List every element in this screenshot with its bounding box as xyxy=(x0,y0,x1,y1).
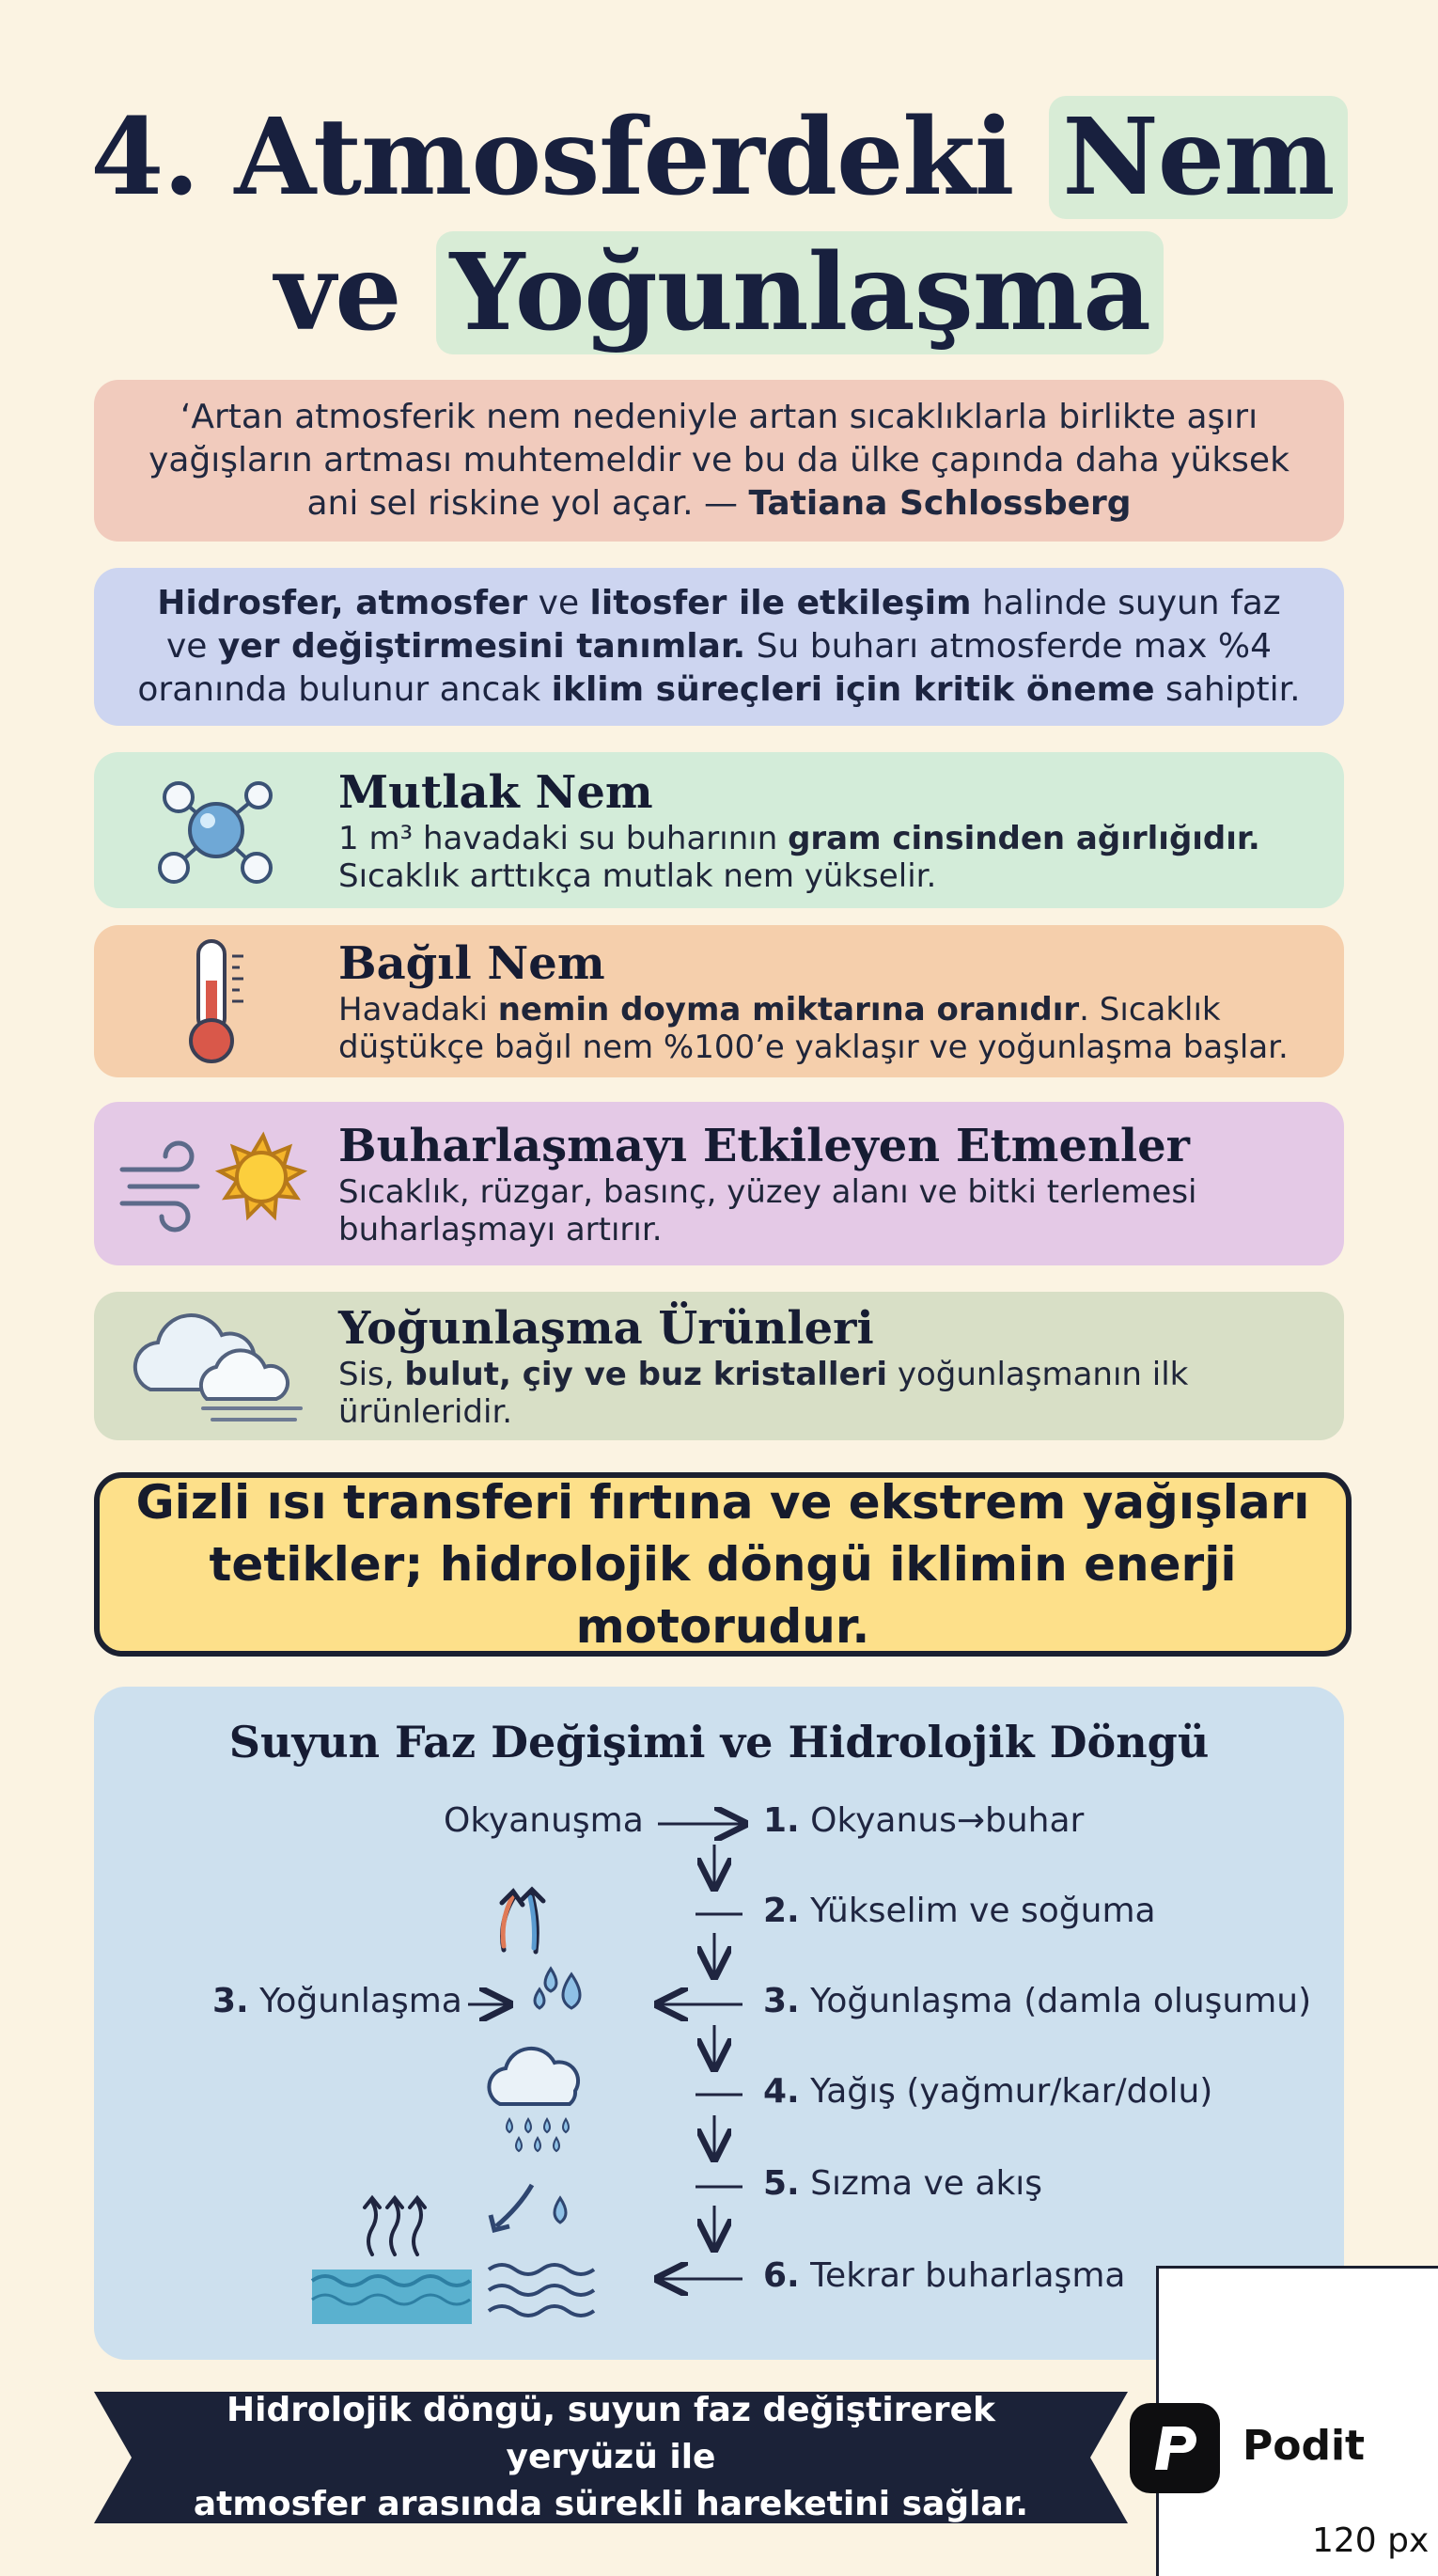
feature-absolute-humidity xyxy=(94,752,1344,908)
summary-banner xyxy=(94,2392,1128,2523)
podit-logo-icon xyxy=(1130,2403,1220,2493)
cycle-step-4 xyxy=(763,2072,1212,2111)
water-surface-icon xyxy=(312,2270,472,2324)
intro-yer-degistirme: yer değiştirmesini tanımlar. xyxy=(217,627,746,666)
step-text: Okyanus→buhar xyxy=(799,1801,1085,1840)
cycle-step-5 xyxy=(763,2164,1042,2203)
step-text: Sızma ve akış xyxy=(799,2164,1043,2203)
cycle-step-6 xyxy=(763,2256,1125,2295)
title-highlight-nem: Nem xyxy=(1049,96,1347,219)
feature-text-part: 1 m³ havadaki su buharının xyxy=(338,820,789,857)
title-line2-a: ve xyxy=(274,231,437,354)
feature-condensation-products xyxy=(94,1292,1344,1440)
feature-text: Sıcaklık, rüzgar, basınç, yüzey alanı ve bitki terlemesi buharlaşmayı artırır. xyxy=(338,1173,1197,1249)
title-line1-a: 4. Atmosferdeki xyxy=(90,96,1050,219)
intro-sahiptir: sahiptir. xyxy=(1154,670,1301,709)
molecule-icon xyxy=(94,752,338,908)
runoff-icon xyxy=(491,2185,566,2230)
feature-text-bold: bulut, çiy ve buz kristalleri xyxy=(404,1356,888,1393)
cycle-step-3 xyxy=(763,1982,1311,2020)
size-label: 120 px xyxy=(1312,2521,1430,2560)
thermometer-icon xyxy=(94,925,338,1077)
step-num: 1. xyxy=(763,1801,800,1840)
rain-cloud-icon xyxy=(489,2049,578,2151)
step-text: Yağış (yağmur/kar/dolu) xyxy=(799,2072,1213,2111)
feature-text-part: Havadaki xyxy=(338,991,498,1029)
key-callout xyxy=(94,1472,1352,1657)
intro-text xyxy=(132,582,1306,712)
step-num: 6. xyxy=(763,2256,800,2295)
hydrologic-cycle-panel xyxy=(94,1687,1344,2360)
cycle-left-mid-label xyxy=(212,1982,462,2020)
cycle-left-top-label: Okyanuşma xyxy=(444,1801,644,1840)
cycle-left-mid-num: 3. xyxy=(212,1982,249,2020)
feature-title: Mutlak Nem xyxy=(338,766,653,819)
page-title xyxy=(0,90,1438,361)
intro-kritik: iklim süreçleri için kritik öneme xyxy=(551,670,1155,709)
intro-hidrosfer: Hidrosfer, xyxy=(157,584,344,622)
quote-text: ‘Artan atmosferik nem nedeniyle artan sıcaklıklarla birlikte aşırı yağışların artması muhtemeldir ve bu da ülke çapında daha yüksek ani sel riskine yol açar. — xyxy=(148,398,1290,523)
callout-line-1: Gizli ısı transferi fırtına ve ekstrem yağışları xyxy=(135,1475,1310,1530)
feature-title: Bağıl Nem xyxy=(338,937,605,990)
feature-text-bold: nemin doyma miktarına oranıdır xyxy=(497,991,1080,1029)
step-num: 4. xyxy=(763,2072,800,2111)
cycle-step-2 xyxy=(763,1892,1156,1930)
step-text: Yoğunlaşma (damla oluşumu) xyxy=(799,1982,1312,2020)
cloud-fog-icon xyxy=(94,1292,338,1440)
feature-text-part: . Sıcaklık düştükçe bağıl nem %100’e yaklaşır ve yoğunlaşma başlar. xyxy=(338,991,1289,1066)
cycle-step-1 xyxy=(763,1801,1084,1840)
cycle-arrows xyxy=(94,1687,1344,2360)
step-num: 2. xyxy=(763,1892,800,1930)
intro-halinde: halinde suyun faz ve xyxy=(165,584,1281,666)
banner-line-1: Hidrolojik döngü, suyun faz değiştirerek yeryüzü ile xyxy=(227,2391,995,2476)
feature-text-part: Sıcaklık arttıkça mutlak nem yükselir. xyxy=(338,857,937,895)
cycle-left-mid-text: Yoğunlaşma xyxy=(248,1982,462,2020)
evaporation-vapor-icon xyxy=(365,2198,425,2254)
feature-title: Buharlaşmayı Etkileyen Etmenler xyxy=(338,1120,1190,1172)
intro-atmosfer: atmosfer xyxy=(343,584,528,622)
intro-card xyxy=(94,568,1344,726)
rising-arrows-icon xyxy=(502,1890,543,1952)
feature-text-part: yoğunlaşmanın ilk ürünleridir. xyxy=(338,1356,1189,1431)
quote-card xyxy=(94,380,1344,542)
cycle-title: Suyun Faz Değişimi ve Hidrolojik Döngü xyxy=(228,1717,1210,1767)
feature-title: Yoğunlaşma Ürünleri xyxy=(338,1302,874,1355)
intro-ve: ve xyxy=(527,584,590,622)
quote-author: Tatiana Schlossberg xyxy=(748,484,1132,523)
feature-text xyxy=(338,991,1316,1066)
intro-su-buhari: Su buharı atmosferde max %4 oranında bulunur ancak xyxy=(137,627,1272,709)
droplets-icon xyxy=(535,1969,580,2008)
feature-text-part: Sis, xyxy=(338,1356,405,1393)
wind-sun-icon xyxy=(94,1102,338,1265)
step-text: Tekrar buharlaşma xyxy=(799,2256,1126,2295)
feature-evaporation-factors xyxy=(94,1102,1344,1265)
banner-line-2: atmosfer arasında sürekli hareketini sağlar. xyxy=(193,2485,1029,2523)
intro-litosfer: litosfer ile etkileşim xyxy=(589,584,972,622)
feature-relative-humidity xyxy=(94,925,1344,1077)
feature-text xyxy=(338,1356,1316,1431)
brand-name: Podit xyxy=(1243,2422,1366,2470)
callout-line-2: tetikler; hidrolojik döngü iklimin enerji motorudur. xyxy=(209,1537,1237,1654)
step-text: Yükselim ve soğuma xyxy=(799,1892,1156,1930)
step-num: 3. xyxy=(763,1982,800,2020)
feature-text xyxy=(338,820,1316,895)
title-highlight-yogunlasma: Yoğunlaşma xyxy=(436,231,1163,354)
feature-text-bold: gram cinsinden ağırlığıdır. xyxy=(788,820,1260,857)
step-num: 5. xyxy=(763,2164,800,2203)
wave-lines-icon xyxy=(489,2265,594,2316)
